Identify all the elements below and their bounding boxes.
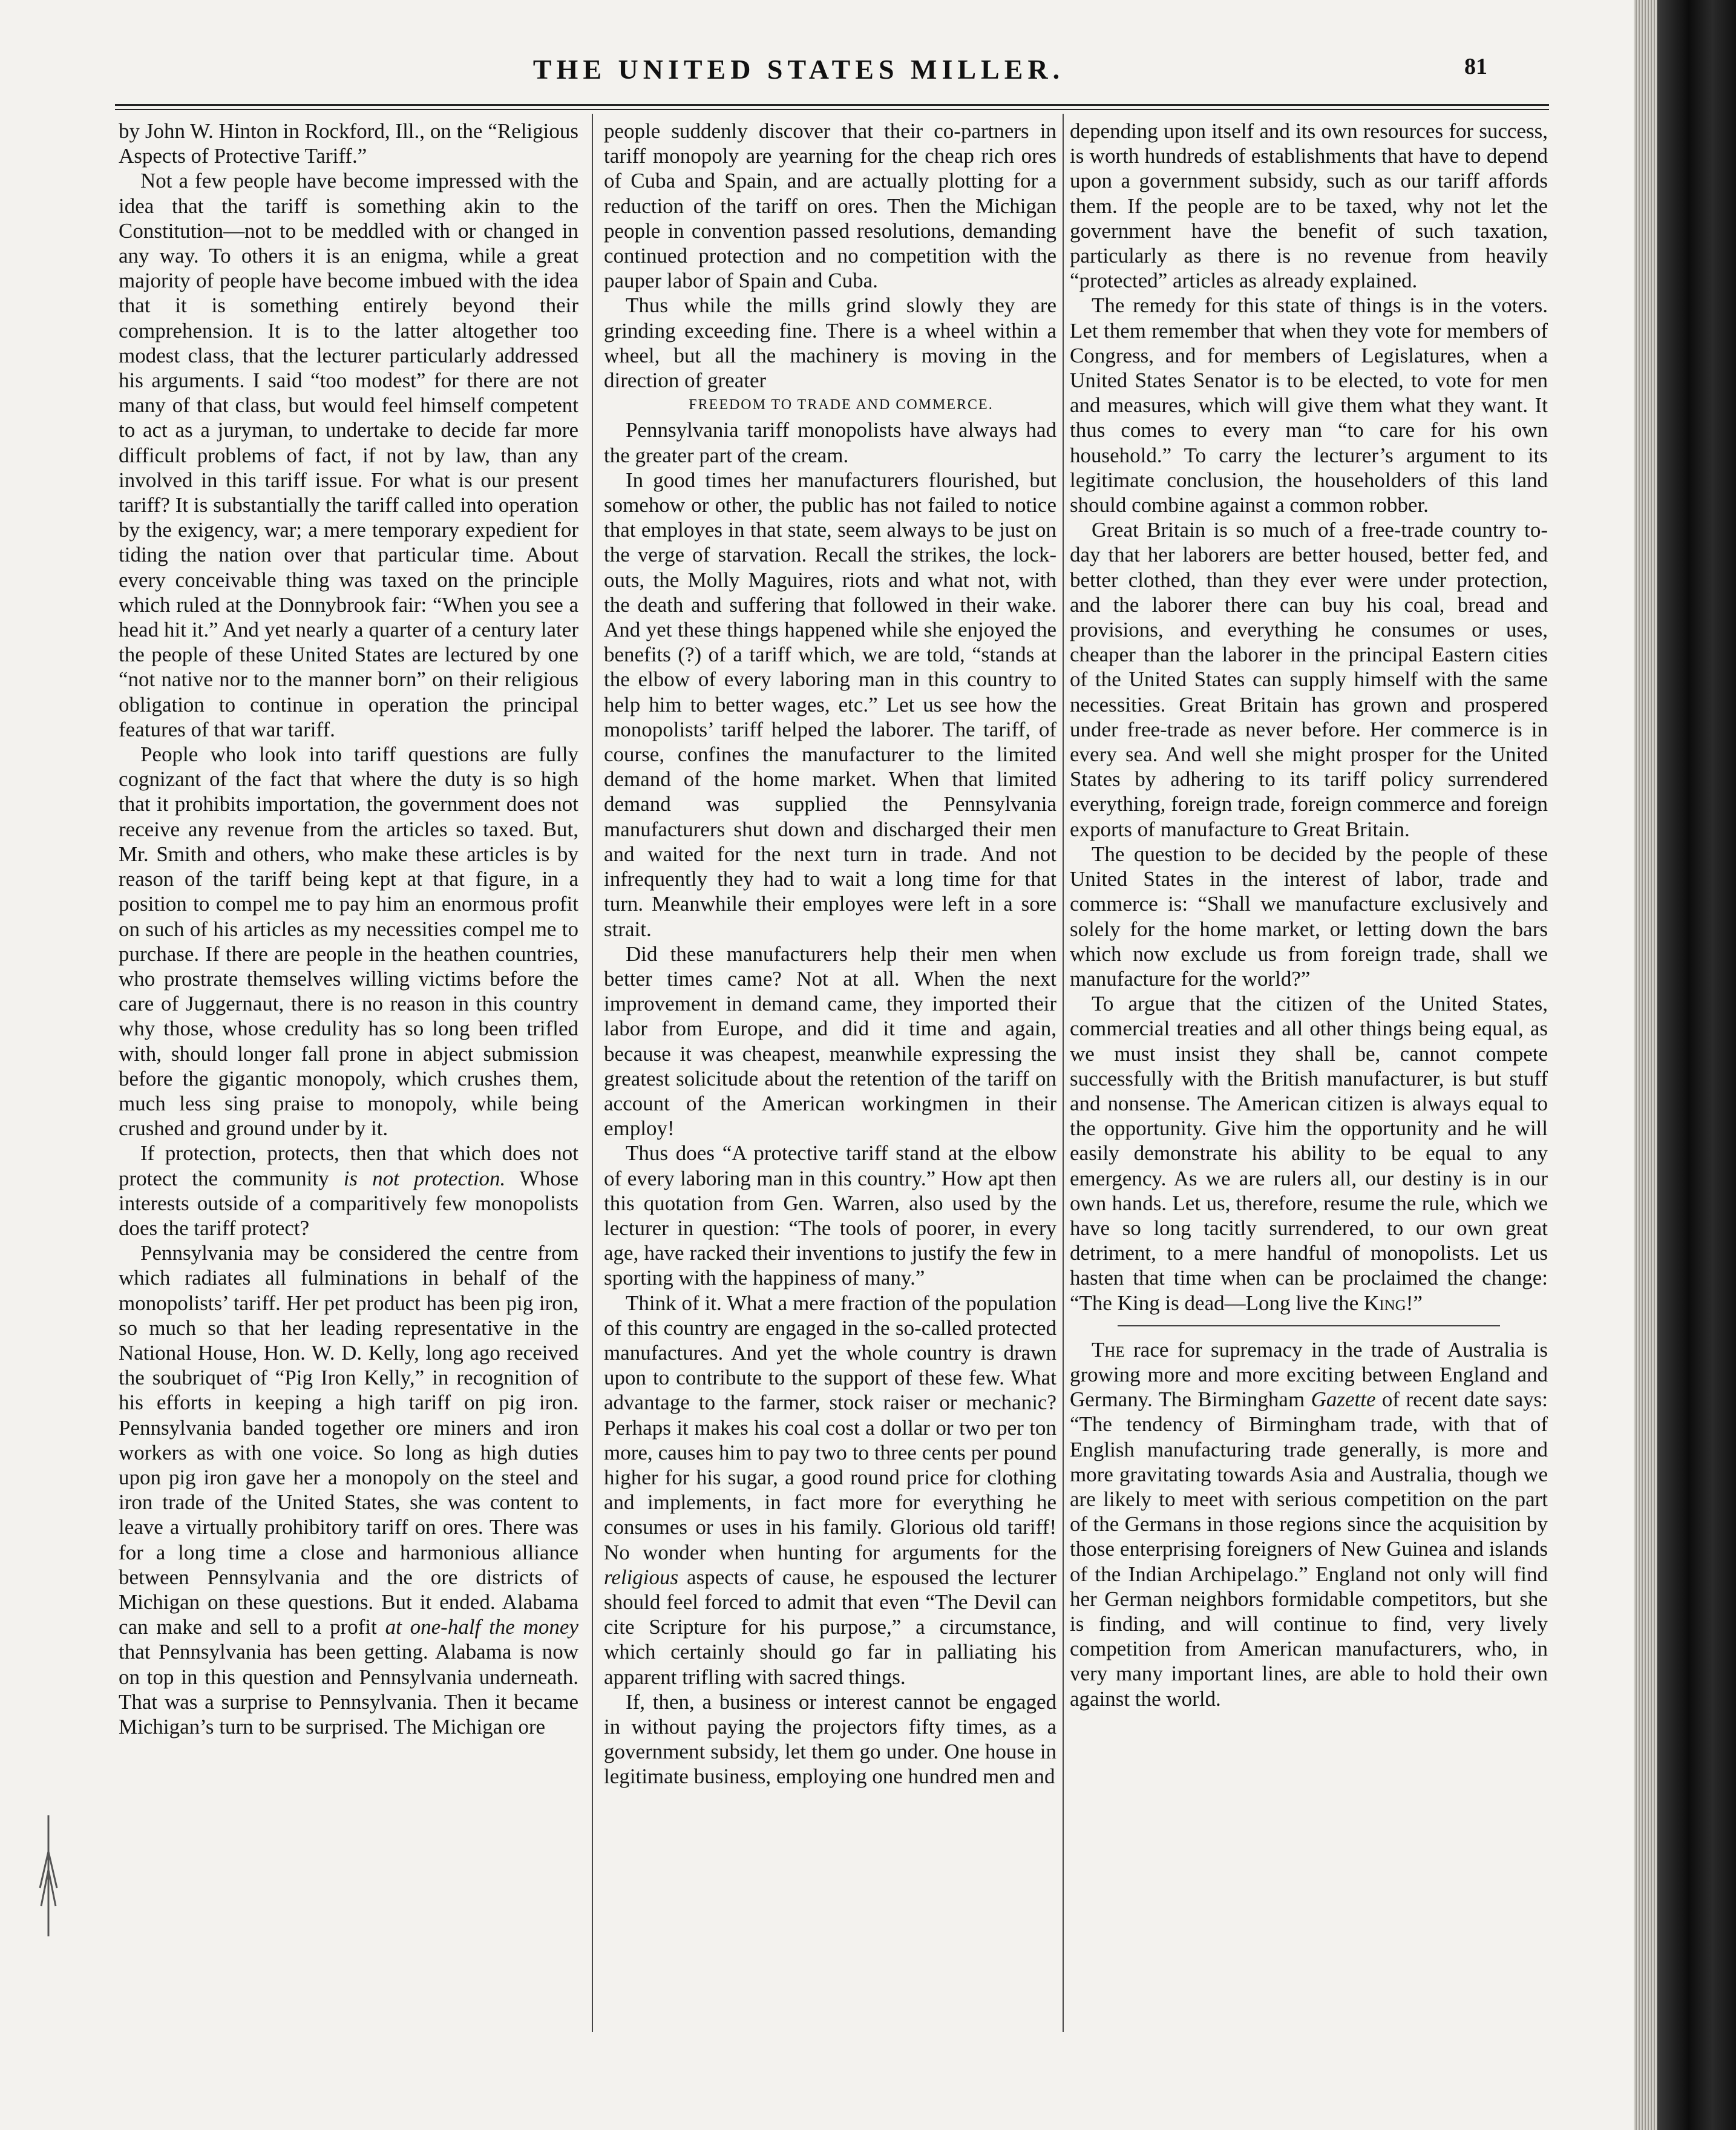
text-run: !” xyxy=(1406,1291,1423,1315)
paragraph: depending upon itself and its own resources for success, is worth hundreds of establishments that have to depend upon a government subsidy, such as our tariff affords them. If the people are to be taxed, why not let the government have the benefit of such taxation, particularly as there is no revenue from heavily “protected” articles as already explained. xyxy=(1070,119,1548,293)
article-column-1 xyxy=(119,119,578,2043)
italic-run: Gazette xyxy=(1311,1388,1376,1412)
paragraph: people suddenly discover that their co-partners in tariff monopoly are yearning for the cheap rich ores of Cuba and Spain, and are actually plotting for a reduction of the tariff on ores. Then the Michigan people in convention passed resolutions, demanding continued protection and no competition with the pauper labor of Spain and Cuba. xyxy=(604,119,1056,293)
column-divider-1 xyxy=(592,114,593,2032)
text-run: aspects of cause, he espoused the lecturer should feel forced to admit that even “The Devil can cite Scripture for his purpose,” a circumstance, which certainly should go far in palliating his apparent trifling with sacred things. xyxy=(604,1565,1056,1689)
paragraph xyxy=(1070,991,1548,1316)
header-rule-bottom xyxy=(115,109,1549,110)
paragraph xyxy=(119,1240,578,1739)
paragraph: Great Britain is so much of a free-trade country to-day that her laborers are better housed, better fed, and better clothed, than they ever were under protection, and the laborer there can buy his coal, bread and provisions, and everything he consumes or uses, cheaper than the laborer in the principal Eastern cities of the United States can supply himself with the same necessities. Great Britain has grown and prospered under free-trade as never before. Her commerce is in every sea. And well she might prosper for the United States by adhering to its tariff policy surrendered everything, foreign trade, foreign commerce and foreign exports of manufacture to Great Britain. xyxy=(1070,518,1548,841)
column-divider-2 xyxy=(1063,114,1064,2032)
paragraph xyxy=(119,1141,578,1240)
text-run: of recent date says: “The tendency of Birmingham trade, with that of English manufacturing trade generally, is more and more gravitating towards Asia and Australia, though we are likely to meet with serious competition on the part of the Germans in those regions since the acquisition by those enterprising foreigners of New Guinea and islands of the Indian Archipelago.” England not only will find her German neighbors formidable competitors, but she is finding, and will continue to find, very lively competition from American manufacturers, who, in very many important lines, are able to hold their own against the world. xyxy=(1070,1388,1548,1711)
article-separator xyxy=(1118,1325,1500,1326)
italic-run: at one-half the money xyxy=(385,1615,578,1639)
smallcaps-run: The xyxy=(1092,1337,1125,1362)
book-binding xyxy=(1657,0,1736,2130)
paragraph: Thus while the mills grind slowly they are grinding exceeding fine. There is a wheel within a wheel, but all the machinery is moving in the direction of greater xyxy=(604,293,1056,393)
paragraph: Not a few people have become impressed with the idea that the tariff is something akin to the Constitution—not to be meddled with or changed in any way. To others it is an enigma, while a great majority of people have become imbued with the idea that it is something entirely beyond their comprehension. It is to the latter altogether too modest class, that the lecturer particularly addressed his arguments. I said “too modest” for there are not many of that class, but would feel himself competent to act as a juryman, to undertake to decide far more difficult problems of fact, if not by law, than any involved in this tariff issue. For what is our present tariff? It is substantially the tariff called into operation by the exigency, war; a mere temporary expedient for tiding the nation over that particular time. About every conceivable thing was taxed on the principle which ruled at the Donnybrook fair: “When you see a head hit it.” And yet nearly a quarter of a century later the people of these United States are lectured by one “not native nor to the manner born” on their religious obligation to continue in operation the principal features of that war tariff. xyxy=(119,169,578,741)
section-subheading: FREEDOM TO TRADE AND COMMERCE. xyxy=(689,397,994,413)
smallcaps-run: King xyxy=(1363,1291,1406,1315)
running-header xyxy=(0,53,1634,102)
paragraph: If, then, a business or interest cannot be engaged in without paying the projectors fifty times, as a government subsidy, let them go under. One house in legitimate business, employing one hundred men and xyxy=(604,1689,1056,1789)
italic-run: religious xyxy=(604,1565,679,1589)
paragraph: Thus does “A protective tariff stand at the elbow of every laboring man in this country.” How apt then this quotation from Gen. Warren, also used by the lecturer in question: “The tools of poorer, in every age, have racked their inventions to justify the few in sporting with the happiness of many.” xyxy=(604,1141,1056,1290)
header-rule-top xyxy=(115,104,1549,106)
text-run: Pennsylvania may be considered the centre from which radiates all fulminations in behalf of the monopolists’ tariff. Her pet product has been pig iron, so much so that her leading representative in the National House, Hon. W. D. Kelly, long ago received the soubriquet of “Pig Iron Kelly,” in recognition of his efforts in keeping a high tariff on pig iron. Pennsylvania banded together ore miners and iron workers as with one voice. So long as high duties upon pig iron gave her a monopoly on the steel and iron trade of the United States, she was content to leave a virtually prohibitory tariff on ores. There was for a long time a close and harmonious alliance between Pennsylvania and the ore districts of Michigan on these questions. But it ended. Alabama can make and sell to a profit xyxy=(119,1241,578,1639)
article-column-3 xyxy=(1070,119,1548,2043)
text-run: Whose interests outside of a comparitively few monopolists does the tariff protect? xyxy=(119,1166,578,1240)
paragraph: In good times her manufacturers flourished, but somehow or other, the public has not failed to notice that employes in that state, seem always to be just on the verge of starvation. Recall the strikes, the lock-outs, the Molly Maguires, riots and what not, with the death and suffering that followed in their wake. And yet these things happened while she enjoyed the benefits (?) of a tariff which, we are told, “stands at the elbow of every laboring man in this country to help him to better wages, etc.” Let us see how the monopolists’ tariff helped the laborer. The tariff, of course, confines the manufacturer to the limited demand of the home market. When that limited demand was supplied the Pennsylvania manufacturers shut down and discharged their men and waited for the next turn in trade. And not infrequently they had to wait a long time for that turn. Meanwhile their employes were left in a sore strait. xyxy=(604,468,1056,941)
text-run: Think of it. What a mere fraction of the population of this country are engaged in the so-called protected manufactures. And yet the whole country is drawn upon to contribute to the support of these few. What advantage to the farmer, stock raiser or mechanic? Perhaps it makes his coal cost a dollar or two per ton more, causes him to pay two to three cents per pound higher for his sugar, a good round price for clothing and implements, in fact more for everything he consumes or uses in his family. Glorious old tariff! No wonder when hunting for arguments for the xyxy=(604,1291,1056,1564)
text-run: race for supremacy in the trade of Australia is growing more and more exciting between England and Germany. The Birmingham xyxy=(1070,1337,1548,1412)
text-run: that Pennsylvania has been getting. Alabama is now on top in this question and Pennsylvania underneath. That was a surprise to Pennsylvania. Then it became Michigan’s turn to be surprised. The Michigan ore xyxy=(119,1640,578,1738)
paragraph xyxy=(1070,1337,1548,1711)
paragraph: by John W. Hinton in Rockford, Ill., on the “Religious Aspects of Protective Tariff.” xyxy=(119,119,578,168)
paragraph xyxy=(604,1291,1056,1689)
text-run: To argue that the citizen of the United States, commercial treaties and all other things being equal, as we must insist they shall be, cannot compete successfully with the British manufacturer, is but stuff and nonsense. The American citizen is always equal to the opportunity. Give him the opportunity and he will easily demonstrate his ability to be equal to any emergency. As we are rulers all, our destiny is in our own hands. Let us, therefore, resume the rule, which we have so long tacitly surrendered, to our own great detriment, to a mere handful of monopolists. Let us hasten that time when can be proclaimed the change: “The King is dead—Long live the xyxy=(1070,992,1548,1315)
article-column-2 xyxy=(604,119,1056,2043)
paragraph: Pennsylvania tariff monopolists have always had the greater part of the cream. xyxy=(604,418,1056,467)
text-run: If protection, protects, then that which does not protect the community xyxy=(119,1141,578,1190)
italic-run: is not protection. xyxy=(343,1166,506,1190)
paragraph: Did these manufacturers help their men when better times came? Not at all. When the next improvement in demand came, they imported their labor from Europe, and did it time and again, because it was cheapest, meanwhile expressing the greatest solicitude about the retention of the tariff on account of the American workingmen in their employ! xyxy=(604,942,1056,1141)
page-title: THE UNITED STATES MILLER. xyxy=(532,54,1065,85)
bookmark-ribbon-icon xyxy=(36,1815,61,1936)
page-number: 81 xyxy=(1464,54,1487,79)
paragraph: The question to be decided by the people of these United States in the interest of labor, trade and commerce is: “Shall we manufacture exclusively and solely for the home market, or letting down the bars which now exclude us from foreign trade, shall we manufacture for the world?” xyxy=(1070,842,1548,991)
paragraph: The remedy for this state of things is in the voters. Let them remember that when they vote for members of Congress, and for members of Legislatures, when a United States Senator is to be elected, to vote for men and measures, which will give them what they want. It thus comes to every man “to care for his own household.” To carry the lecturer’s argument to its legitimate conclusion, the householders of this land should combine against a common robber. xyxy=(1070,293,1548,517)
paragraph: People who look into tariff questions are fully cognizant of the fact that where the duty is so high that it prohibits importation, the government does not receive any revenue from the articles so taxed. But, Mr. Smith and others, who make these articles is by reason of the tariff being kept at that figure, in a position to compel me to pay him an enormous profit on such of his articles as my necessities compel me to purchase. If there are people in the heathen countries, who prostrate themselves willing victims before the care of Juggernaut, there is no reason in this country why those, whose credulity has so long been trifled with, should longer fall prone in abject submission before the gigantic monopoly, which crushes them, much less sing praise to monopoly, while being crushed and ground under by it. xyxy=(119,742,578,1141)
